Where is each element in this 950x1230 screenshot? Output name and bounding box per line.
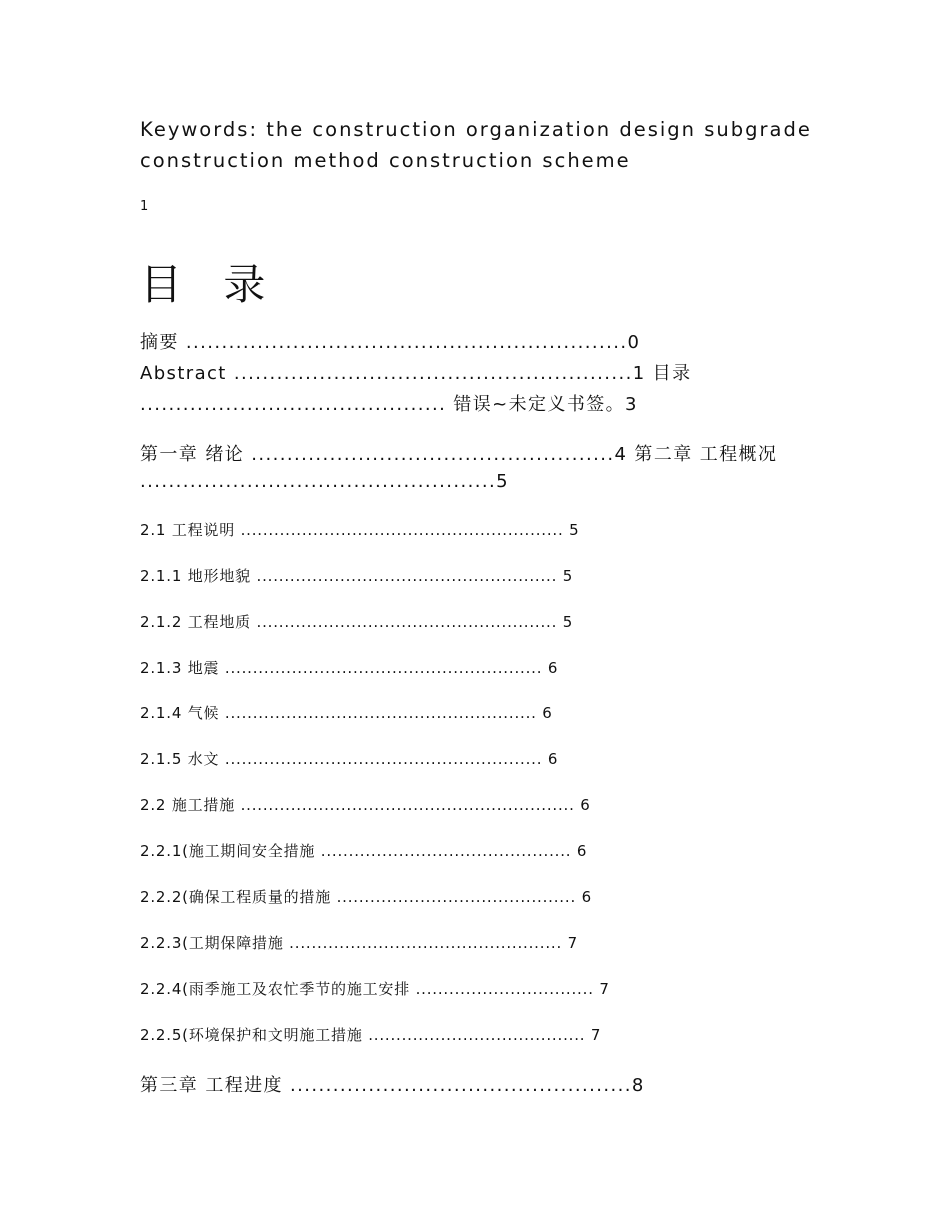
keywords-line-2: construction method construction scheme [140,149,631,172]
toc-entry-2-1-1[interactable]: 2.1.1 地形地貌 ...................................................... 5 [140,567,574,585]
page-number: 1 [140,199,149,214]
toc-entry-abstract-cn[interactable]: 摘要 ..............................................................0 [140,332,641,353]
toc-entry-chapter-3[interactable]: 第三章 工程进度 ................................................8 [140,1075,645,1096]
toc-entry-chapter-2-page[interactable]: ..................................................5 [140,471,509,492]
toc-entry-2-2-1[interactable]: 2.2.1(施工期间安全措施 ............................................. 6 [140,842,588,860]
toc-entry-2-1-2[interactable]: 2.1.2 工程地质 ...................................................... 5 [140,613,574,631]
toc-entry-2-2[interactable]: 2.2 施工措施 ............................................................ 6 [140,796,591,814]
toc-entry-mulu[interactable]: ........................................... 错误~未定义书签。3 [140,394,638,415]
toc-entry-2-2-5[interactable]: 2.2.5(环境保护和文明施工措施 ....................................... 7 [140,1026,602,1044]
toc-entry-2-1[interactable]: 2.1 工程说明 .......................................................... 5 [140,521,580,539]
keywords-line-1: Keywords: the construction organization design subgrade [140,118,812,141]
toc-entry-abstract-en[interactable]: Abstract ........................................................1 目录 [140,363,692,384]
toc-entry-2-1-5[interactable]: 2.1.5 水文 ......................................................... 6 [140,750,559,768]
toc-entry-chapter-1-2[interactable]: 第一章 绪论 ...................................................4 第二章 工程概况 [140,444,778,465]
toc-entry-2-1-3[interactable]: 2.1.3 地震 ......................................................... 6 [140,659,559,677]
toc-entry-2-2-4[interactable]: 2.2.4(雨季施工及农忙季节的施工安排 ................................ 7 [140,980,610,998]
toc-title: 目 录 [140,260,280,309]
toc-entry-2-2-2[interactable]: 2.2.2(确保工程质量的措施 ........................................... 6 [140,888,592,906]
toc-entry-2-1-4[interactable]: 2.1.4 气候 ........................................................ 6 [140,704,553,722]
toc-entry-2-2-3[interactable]: 2.2.3(工期保障措施 ................................................. 7 [140,934,578,952]
